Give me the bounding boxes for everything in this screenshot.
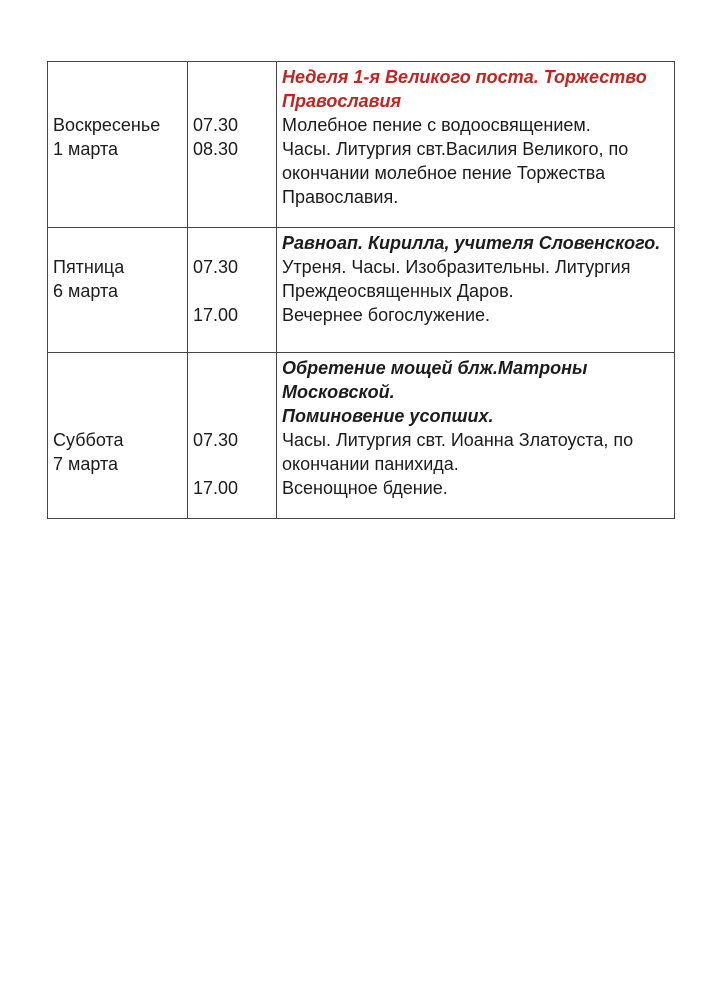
table-row: [48, 228, 675, 353]
spacer: [193, 380, 271, 404]
spacer: [53, 65, 182, 89]
service-line: Вечернее богослужение.: [282, 305, 491, 325]
day-cell: [48, 353, 188, 519]
time-cell: [188, 62, 277, 228]
spacer: [193, 356, 271, 380]
time-value: 17.00: [193, 305, 239, 325]
spacer: [53, 404, 182, 428]
day-label: Пятница: [53, 257, 125, 277]
spacer: [193, 89, 271, 113]
spacer: [53, 356, 182, 380]
service-line: Молебное пение с водоосвящением.: [282, 115, 591, 135]
date-label: 7 марта: [53, 454, 119, 474]
feast-title-line: Поминовение усопших.: [282, 406, 494, 426]
time-value: 07.30: [193, 257, 239, 277]
date-label: 6 марта: [53, 281, 119, 301]
time-value: 07.30: [193, 430, 239, 450]
feast-title-line: Обретение мощей блж.Матроны: [282, 358, 588, 378]
day-label: Воскресенье: [53, 115, 161, 135]
table-row: [48, 62, 675, 228]
time-value: 08.30: [193, 139, 239, 159]
time-cell: [188, 228, 277, 353]
service-line: окончании молебное пение Торжества: [282, 163, 606, 183]
feast-title-line: Равноап. Кирилла, учителя Словенского.: [282, 233, 661, 253]
spacer: [53, 380, 182, 404]
description-cell: [277, 353, 675, 519]
spacer: [53, 89, 182, 113]
service-line: Утреня. Часы. Изобразительны. Литургия: [282, 257, 631, 277]
service-line: Часы. Литургия свт. Иоанна Златоуста, по: [282, 430, 634, 450]
spacer: [193, 231, 271, 255]
spacer: [193, 452, 271, 476]
spacer: [193, 65, 271, 89]
day-cell: [48, 62, 188, 228]
time-value: 07.30: [193, 115, 239, 135]
service-line: Православия.: [282, 187, 399, 207]
day-label: Суббота: [53, 430, 124, 450]
day-cell: [48, 228, 188, 353]
spacer: [53, 231, 182, 255]
table-row: [48, 353, 675, 519]
time-value: 17.00: [193, 478, 239, 498]
service-line: Преждеосвященных Даров.: [282, 281, 514, 301]
service-schedule-table: [47, 61, 675, 519]
description-cell: [277, 62, 675, 228]
service-line: Часы. Литургия свт.Василия Великого, по: [282, 139, 629, 159]
date-label: 1 марта: [53, 139, 119, 159]
service-line: окончании панихида.: [282, 454, 459, 474]
time-cell: [188, 353, 277, 519]
service-line: Всенощное бдение.: [282, 478, 448, 498]
spacer: [193, 404, 271, 428]
description-cell: [277, 228, 675, 353]
feast-title-line: Неделя 1-я Великого поста. Торжество: [282, 67, 647, 87]
feast-title-line: Православия: [282, 91, 402, 111]
spacer: [193, 279, 271, 303]
feast-title-line: Московской.: [282, 382, 395, 402]
